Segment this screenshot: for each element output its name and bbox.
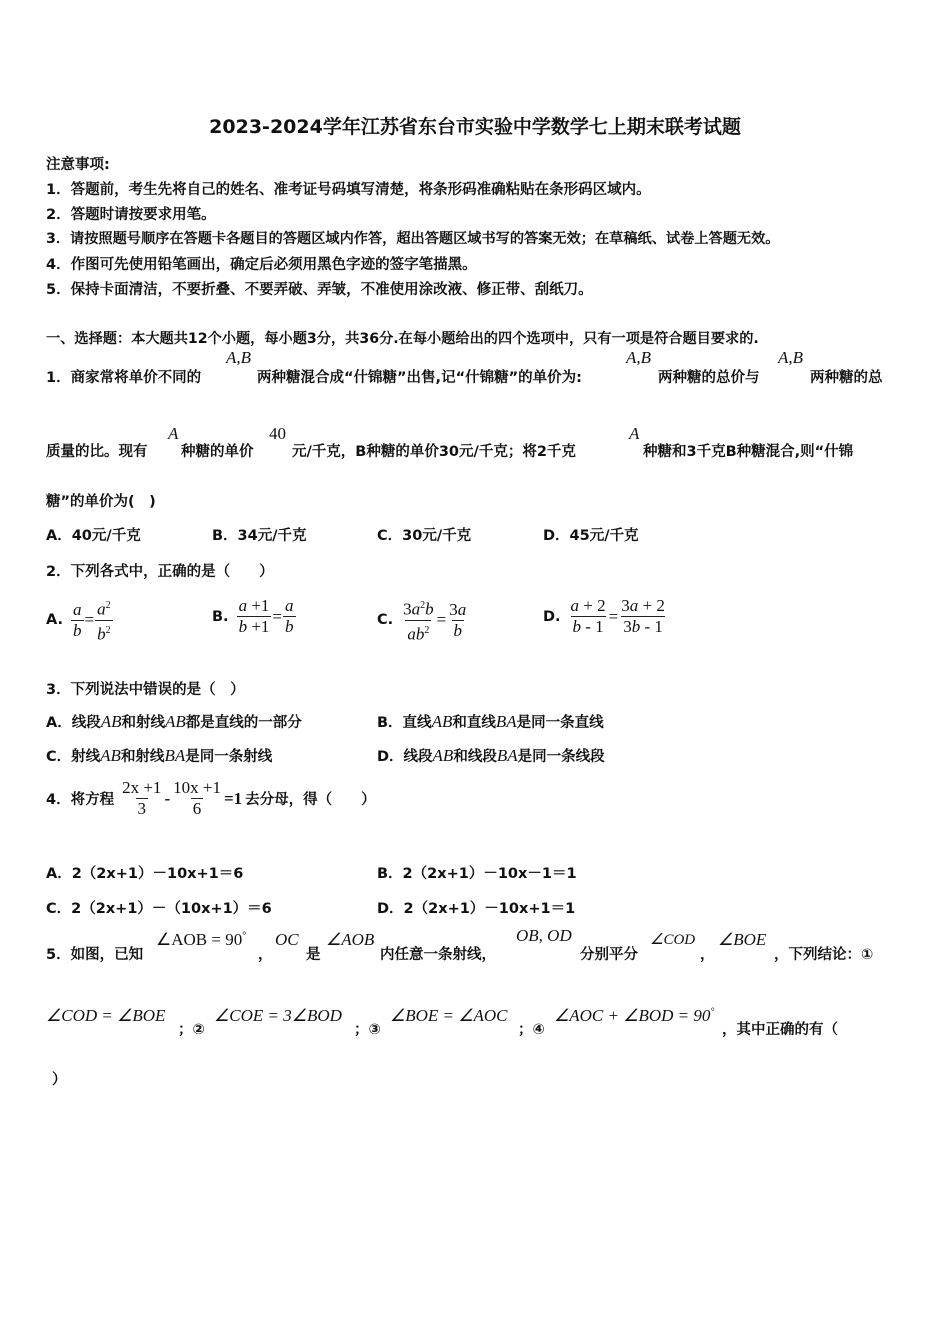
q5-text: ；② bbox=[178, 1022, 205, 1038]
math-angle-aob: ∠AOB = 90° bbox=[156, 930, 247, 949]
q1-option-c: C．30元/千克 bbox=[377, 528, 472, 544]
notice-item: 5．保持卡面清洁，不要折叠、不要弄破、弄皱，不准使用涂改液、修正带、刮纸刀。 bbox=[46, 282, 593, 298]
math-angle: ∠COD bbox=[650, 932, 696, 948]
q5-text: ，下列结论：① bbox=[774, 947, 874, 963]
equals-sign: = bbox=[436, 610, 447, 630]
math-a: A bbox=[629, 424, 640, 443]
q3-option-d: D．线段AB和线段BA是同一条线段 bbox=[377, 746, 605, 765]
q4-option-b: B．2（2x+1）－10x－1＝1 bbox=[377, 866, 577, 882]
math-ab: A,B bbox=[778, 348, 804, 367]
conclusion-1: ∠COD = ∠BOE bbox=[46, 1006, 166, 1025]
equation-rhs: =1 bbox=[223, 788, 243, 808]
q1-text: 种糖的单价 bbox=[181, 444, 254, 460]
q1-text: 质量的比。现有 bbox=[46, 444, 148, 460]
notice-item: 3．请按照题号顺序在答题卡各题目的答题区域内作答，超出答题区域书写的答案无效；在草稿纸、试卷上答题无效。 bbox=[46, 231, 780, 247]
math-angle: ∠AOB bbox=[326, 930, 375, 949]
q3-stem: 3．下列说法中错误的是（ ） bbox=[46, 682, 245, 698]
conclusion-4: ∠AOC + ∠BOD = 90° bbox=[554, 1006, 715, 1025]
math-ab: A,B bbox=[626, 348, 652, 367]
conclusion-2: ∠COE = 3∠BOD bbox=[214, 1006, 342, 1025]
q3-option-c: C．射线AB和射线BA是同一条射线 bbox=[46, 746, 273, 765]
fraction: $\frac{3a}{b}$ bbox=[449, 599, 467, 640]
section-heading: 一、选择题：本大题共12个小题，每小题3分，共36分.在每小题给出的四个选项中，只有一项是符合题目要求的. bbox=[46, 331, 759, 347]
q5-text: ；④ bbox=[518, 1022, 545, 1038]
q2-option-c bbox=[377, 596, 468, 644]
q1-text: 种糖和3千克B种糖混合,则“什锦 bbox=[643, 444, 854, 460]
q5-text: 5．如图，已知 bbox=[46, 947, 144, 963]
q4-option-a: A．2（2x+1）－10x+1＝6 bbox=[46, 866, 244, 882]
conclusion-3: ∠BOE = ∠AOC bbox=[390, 1006, 508, 1025]
q5-text: 是 bbox=[306, 947, 321, 963]
q4-text: 去分母，得（ ） bbox=[245, 792, 376, 808]
q1-text: 两种糖混合成“什锦糖”出售,记“什锦糖”的单价为: bbox=[257, 370, 582, 386]
q2-option-d bbox=[543, 596, 667, 637]
q5-text: ，其中正确的有（ bbox=[722, 1022, 838, 1038]
minus-sign: - bbox=[164, 788, 171, 808]
option-label: D. bbox=[543, 608, 561, 625]
q1-text: 1．商家常将单价不同的 bbox=[46, 370, 202, 386]
math-40: 40 bbox=[269, 424, 286, 443]
equals-sign: = bbox=[608, 606, 619, 626]
q5-text: 分别平分 bbox=[580, 947, 638, 963]
fraction: $\frac{a^2}{b^2}$ bbox=[97, 599, 111, 644]
option-label: A. bbox=[46, 612, 63, 629]
notice-item: 4．作图可先使用铅笔画出，确定后必须用黑色字迹的签字笔描黑。 bbox=[46, 257, 477, 273]
q5-text: ） bbox=[52, 1072, 67, 1088]
notice-heading: 注意事项: bbox=[46, 157, 110, 173]
q5-text: ， bbox=[258, 947, 273, 963]
option-label: C. bbox=[377, 612, 394, 629]
math-oc: OC bbox=[275, 930, 299, 949]
notice-item: 1．答题前，考生先将自己的姓名、准考证号码填写清楚，将条形码准确粘贴在条形码区域内。 bbox=[46, 182, 651, 198]
q4-option-d: D．2（2x+1）－10x+1＝1 bbox=[377, 901, 576, 917]
q2-stem: 2．下列各式中，正确的是（ ） bbox=[46, 564, 274, 580]
q5-text: ， bbox=[700, 947, 715, 963]
q3-option-a: A．线段AB和射线AB都是直线的一部分 bbox=[46, 712, 302, 731]
q1-text: 糖”的单价为( ) bbox=[46, 494, 156, 510]
fraction: $\frac{10x +1}{6}$ bbox=[173, 778, 221, 818]
q3-option-b: B．直线AB和直线BA是同一条直线 bbox=[377, 712, 604, 731]
option-label: B. bbox=[212, 608, 229, 625]
q2-option-a bbox=[46, 596, 113, 644]
q1-text: 元/千克，B种糖的单价30元/千克；将2千克 bbox=[292, 444, 576, 460]
math-angle: ∠BOE bbox=[718, 930, 767, 949]
equals-sign: = bbox=[272, 606, 282, 626]
fraction: $\frac{a +1}{b +1}$ bbox=[238, 596, 270, 636]
q1-text: 两种糖的总价与 bbox=[658, 370, 760, 386]
q2-option-b bbox=[212, 596, 296, 637]
q4-text: 4．将方程 bbox=[46, 792, 115, 808]
q4-stem bbox=[46, 778, 376, 819]
page-title: 2023-2024学年江苏省东台市实验中学数学七上期末联考试题 bbox=[209, 116, 741, 138]
q5-text: 内任意一条射线， bbox=[380, 947, 496, 963]
q1-option-b: B．34元/千克 bbox=[212, 528, 307, 544]
fraction: $\frac{a}{b}$ bbox=[285, 596, 294, 636]
math-a: A bbox=[168, 424, 179, 443]
fraction: $\frac{a}{b}$ bbox=[73, 599, 82, 640]
q1-option-d: D．45元/千克 bbox=[543, 528, 639, 544]
q4-option-c: C．2（2x+1）－（10x+1）＝6 bbox=[46, 901, 272, 917]
math-ob-od: OB, OD bbox=[516, 926, 572, 945]
q1-option-a: A．40元/千克 bbox=[46, 528, 141, 544]
equals-sign: = bbox=[84, 610, 95, 630]
fraction: $\frac{3a + 2}{3b - 1}$ bbox=[621, 596, 665, 636]
fraction: $\frac{2x +1}{3}$ bbox=[122, 778, 162, 818]
fraction: $\frac{a + 2}{b - 1}$ bbox=[570, 596, 606, 636]
notice-item: 2．答题时请按要求用笔。 bbox=[46, 207, 216, 223]
q1-text: 两种糖的总 bbox=[810, 370, 883, 386]
fraction: $\frac{3a^2b}{ab^2}$ bbox=[403, 599, 434, 644]
q5-text: ；③ bbox=[354, 1022, 381, 1038]
math-ab: A,B bbox=[226, 348, 252, 367]
